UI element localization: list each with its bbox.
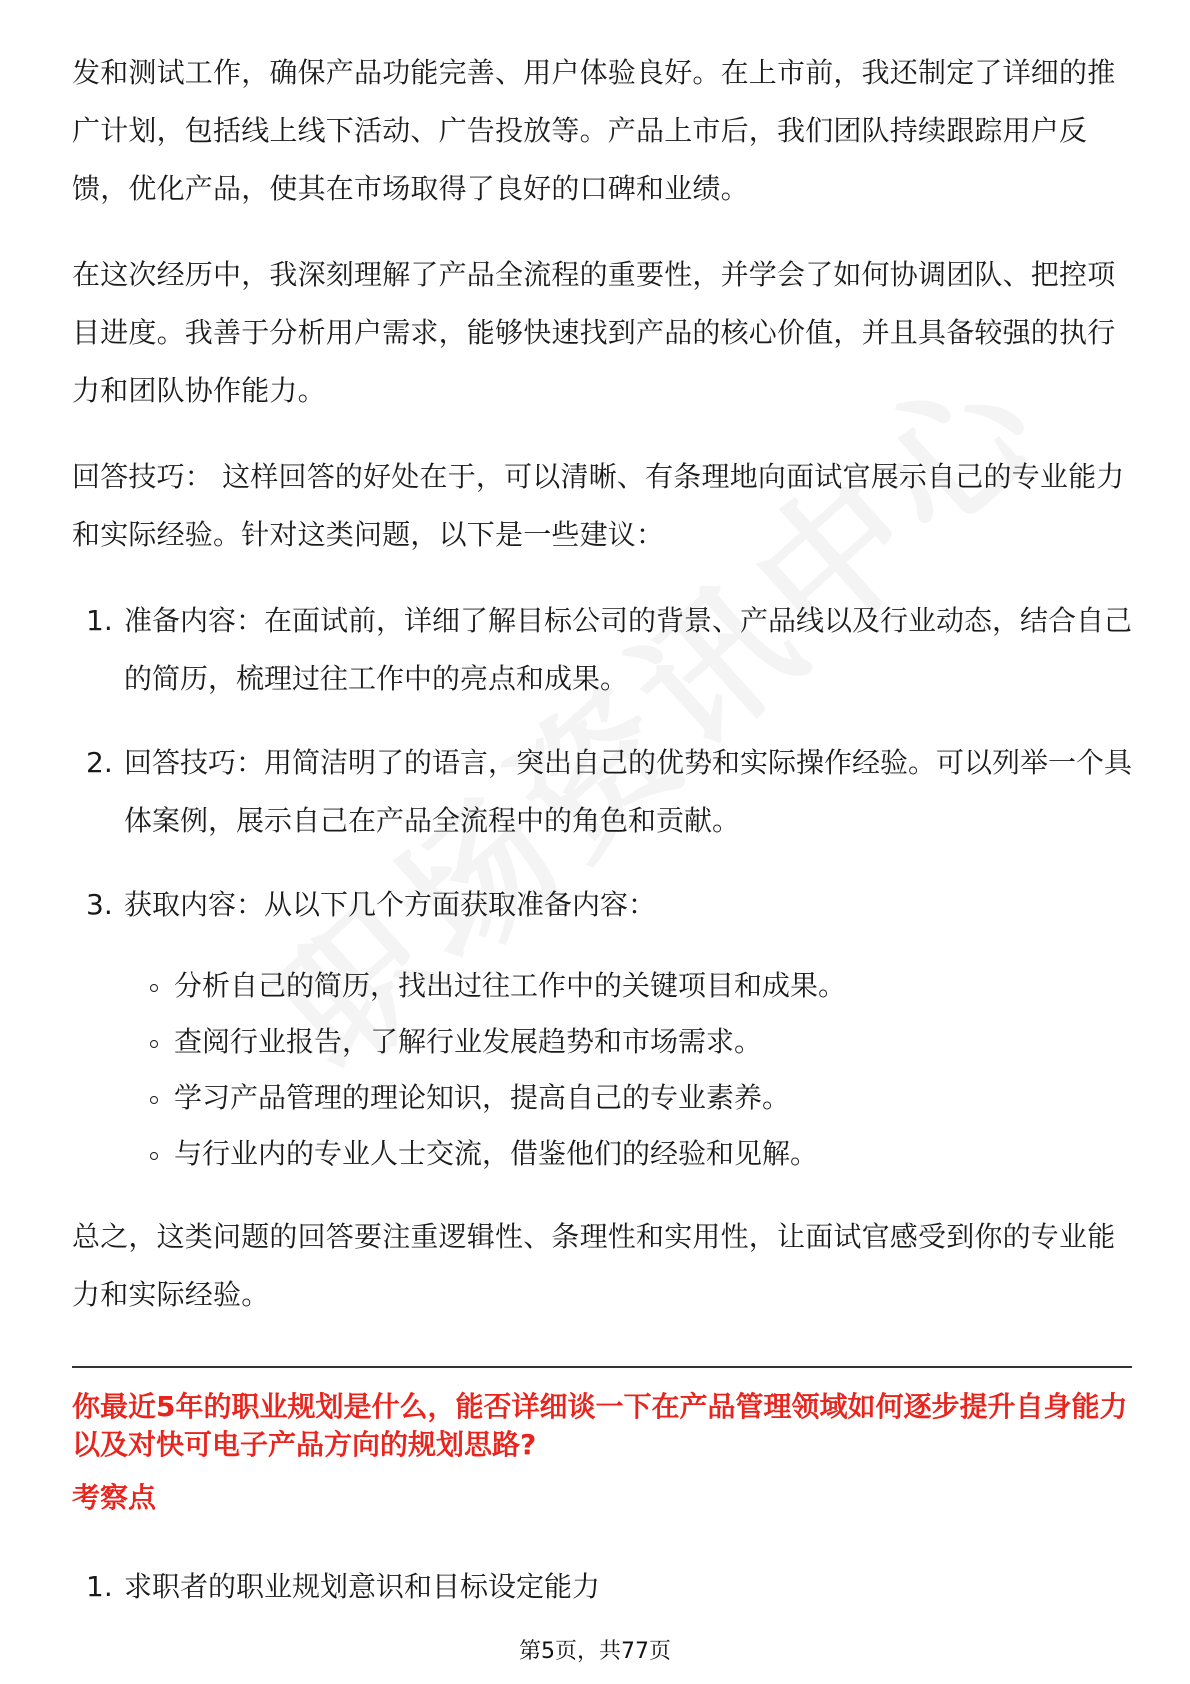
sub-list-text: 学习产品管理的理论知识，提高自己的专业素养。 xyxy=(174,1081,791,1114)
content xyxy=(72,44,1132,1616)
question-heading: 你最近5年的职业规划是什么，能否详细谈一下在产品管理领域如何逐步提升自身能力以及对快可电子产品方向的规划思路? xyxy=(72,1390,1128,1461)
bullet-icon xyxy=(150,984,158,992)
list-number: 1. xyxy=(86,1570,113,1603)
list-item xyxy=(72,592,1132,708)
list-item xyxy=(72,1558,1132,1616)
page-footer: 第5页，共77页 xyxy=(519,1639,671,1664)
list-item xyxy=(72,734,1132,850)
points-list xyxy=(72,1558,1132,1616)
list-item xyxy=(72,876,1132,1182)
sub-list-text: 分析自己的简历，找出过往工作中的关键项目和成果。 xyxy=(174,969,847,1002)
paragraph-2: 在这次经历中，我深刻理解了产品全流程的重要性，并学会了如何协调团队、把控项目进度。我善于分析用户需求，能够快速找到产品的核心价值，并且具备较强的执行力和团队协作能力。 xyxy=(72,258,1116,407)
list-number: 2. xyxy=(86,746,113,779)
steps-list xyxy=(72,592,1132,1182)
sub-list-item xyxy=(124,1070,1132,1126)
paragraph-tips: 回答技巧： 这样回答的好处在于，可以清晰、有条理地向面试官展示自己的专业能力和实际经验。针对这类问题，以下是一些建议： xyxy=(72,460,1125,551)
sub-list-item xyxy=(124,958,1132,1014)
list-text: 求职者的职业规划意识和目标设定能力 xyxy=(124,1570,601,1603)
list-text: 回答技巧：用简洁明了的语言，突出自己的优势和实际操作经验。可以列举一个具体案例，展示自己在产品全流程中的角色和贡献。 xyxy=(124,746,1133,837)
sub-list-item xyxy=(124,1014,1132,1070)
sub-list-text: 与行业内的专业人士交流，借鉴他们的经验和见解。 xyxy=(174,1137,819,1170)
list-number: 1. xyxy=(86,604,113,637)
bullet-icon xyxy=(150,1152,158,1160)
bullet-icon xyxy=(150,1096,158,1104)
section-title: 考察点 xyxy=(72,1481,157,1514)
list-text: 准备内容：在面试前，详细了解目标公司的背景、产品线以及行业动态，结合自己的简历，梳理过往工作中的亮点和成果。 xyxy=(124,604,1133,695)
summary-paragraph: 总之，这类问题的回答要注重逻辑性、条理性和实用性，让面试官感受到你的专业能力和实际经验。 xyxy=(72,1220,1116,1311)
sub-list-item xyxy=(124,1126,1132,1182)
list-text: 获取内容：从以下几个方面获取准备内容： xyxy=(124,888,657,921)
sub-list xyxy=(124,958,1132,1182)
bullet-icon xyxy=(150,1040,158,1048)
paragraph-1: 发和测试工作，确保产品功能完善、用户体验良好。在上市前，我还制定了详细的推广计划，包括线上线下活动、广告投放等。产品上市后，我们团队持续跟踪用户反馈，优化产品，使其在市场取得了良好的口碑和业绩。 xyxy=(72,56,1116,205)
sub-list-text: 查阅行业报告，了解行业发展趋势和市场需求。 xyxy=(174,1025,763,1058)
divider xyxy=(72,1366,1132,1368)
list-number: 3. xyxy=(86,888,113,921)
